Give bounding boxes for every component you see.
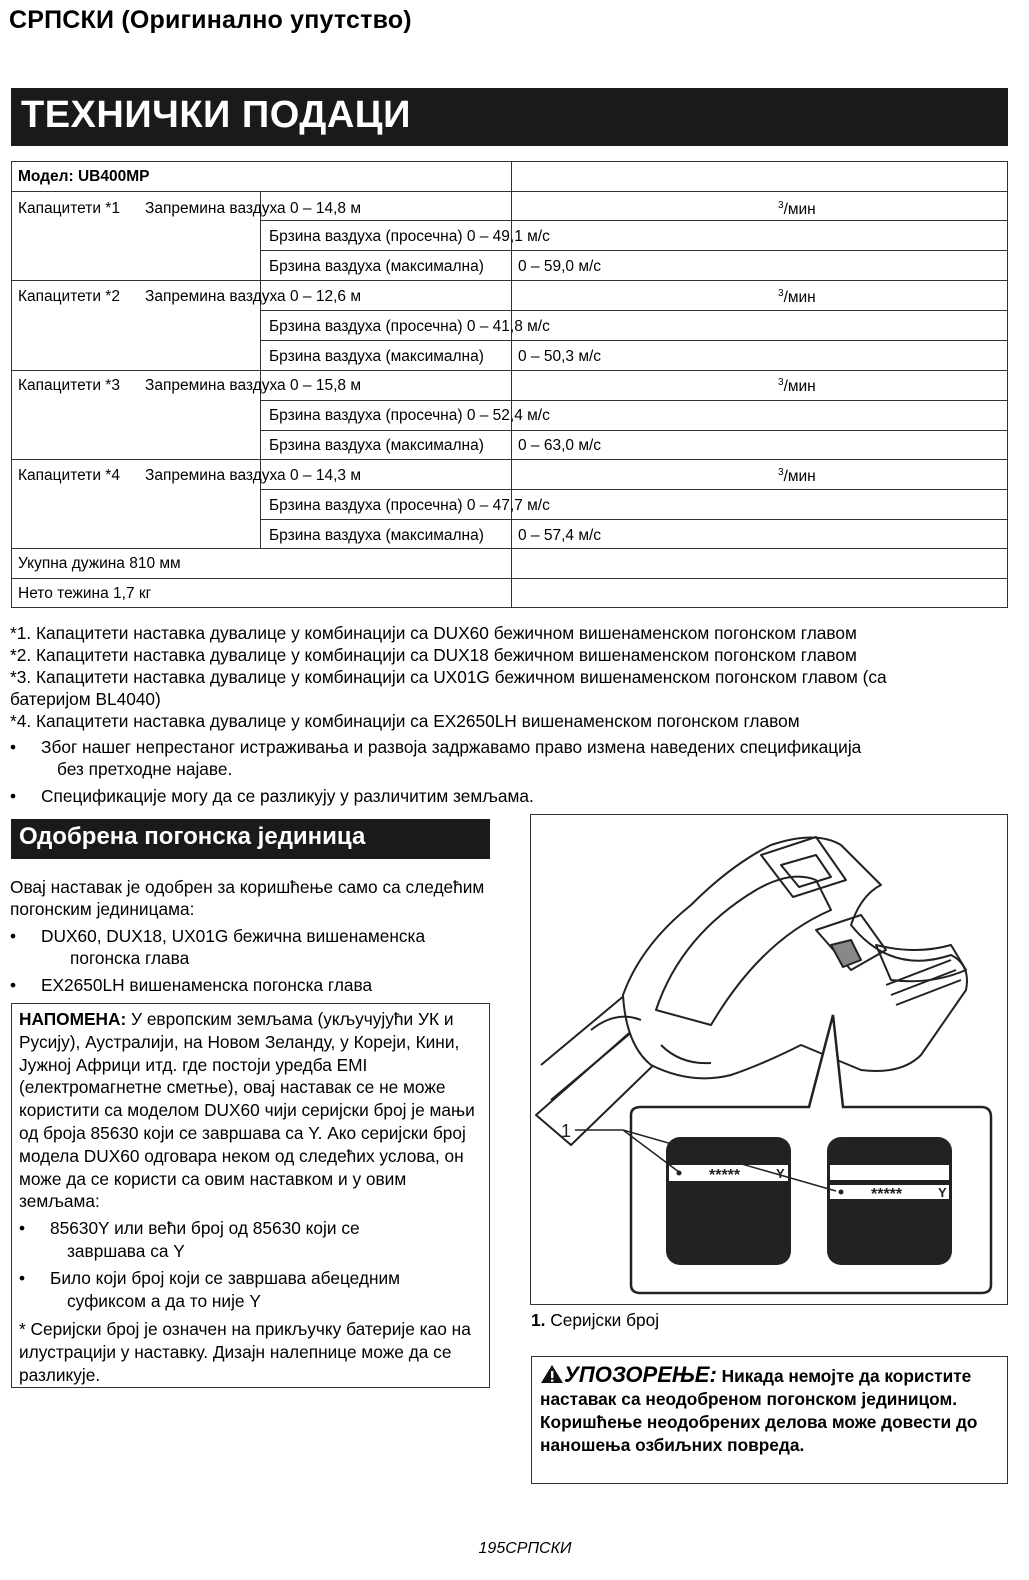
warning-box (531, 1356, 1008, 1484)
capacity-4-max-label: Брзина ваздуха (максимална) (269, 527, 484, 544)
net-weight: Нето тежина 1,7 кг (18, 585, 152, 602)
tech-data-banner (11, 88, 1008, 146)
approved-unit-title: Одобрена погонска јединица (19, 823, 366, 850)
note-box (11, 1003, 490, 1388)
figure-caption (531, 1310, 659, 1331)
capacity-4-max-value: 0 – 57,4 м/с (518, 527, 602, 544)
spec-bullet: • Спецификације могу да се разликују у различитим земљама. (10, 785, 1010, 807)
warning-title: УПОЗОРЕЊЕ: (564, 1362, 717, 1387)
capacity-3-avg-speed: Брзина ваздуха (просечна) 0 – 52,4 м/с (269, 407, 550, 424)
serial-suffix-left: Y (776, 1166, 785, 1181)
callout-number: 1 (561, 1121, 572, 1141)
capacity-3-max-label: Брзина ваздуха (максимална) (269, 437, 484, 454)
capacity-4-avg-speed: Брзина ваздуха (просечна) 0 – 47,7 м/с (269, 497, 550, 514)
note-paragraph (19, 1008, 482, 1213)
footer-language: СРПСКИ (505, 1540, 572, 1557)
figure-caption-number: 1. (531, 1310, 546, 1330)
note-label: НАПОМЕНА: (19, 1009, 127, 1029)
serial-suffix-right: Y (938, 1185, 947, 1200)
capacity-3-volume-unit: $^3$/мин (778, 377, 816, 396)
capacity-2-label: Капацитети *2 (18, 288, 120, 305)
footnote: *1. Капацитети наставка дувалице у комбинацији са DUX60 бежичном вишенаменском погонском главом (10, 623, 857, 643)
note-text: У европским земљама (укључујући УК и Русију), Аустралији, на Новом Зеланду, у Кореји, Кини, Јужној Африци итд. где постоји уредба EMI (електромагнетне сметње), овај наставак се не може користити са моделом DUX60 чији серијски број је мањи од броја 85630 који се завршава са Y. Ако серијски број модела DUX60 одговара неком од следећих услова, он може да се користи са овим наставком и у овим земљама: (19, 1009, 475, 1212)
serial-text-left: ***** (709, 1167, 741, 1184)
footnote: *3. Капацитети наставка дувалице у комбинацији са UX01G бежичном вишенаменском погонском главом (са (10, 667, 887, 687)
note-item: • 85630Y или већи број од 85630 који се завршава са Y (19, 1217, 482, 1263)
page-footer (0, 1540, 1029, 1558)
approved-item: • DUX60, DUX18, UX01G бежична вишенаменска погонска глава (10, 925, 490, 969)
spec-table (11, 161, 1008, 608)
note-item: • Било који број који се завршава абецедним суфиксом а да то није Y (19, 1267, 482, 1313)
serial-number-figure (530, 814, 1008, 1305)
footnote: *4. Капацитети наставка дувалице у комбинацији са EX2650LH вишенаменском погонском главом (10, 711, 800, 731)
capacity-2-volume-unit: $^3$/мин (778, 288, 816, 307)
page-number: 195 (478, 1540, 506, 1557)
capacity-4-volume-unit: $^3$/мин (778, 467, 816, 486)
capacity-2-avg-speed: Брзина ваздуха (просечна) 0 – 41,8 м/с (269, 318, 550, 335)
serial-text-right: ***** (871, 1186, 903, 1203)
capacity-3-max-value: 0 – 63,0 м/с (518, 437, 602, 454)
capacity-2-volume: Запремина ваздуха 0 – 12,6 м (145, 288, 361, 305)
capacity-1-max-label: Брзина ваздуха (максимална) (269, 258, 484, 275)
capacity-4-label: Капацитети *4 (18, 467, 120, 484)
capacity-3-volume: Запремина ваздуха 0 – 15,8 м (145, 377, 361, 394)
capacity-1-avg-speed: Брзина ваздуха (просечна) 0 – 49,1 м/с (269, 228, 550, 245)
capacity-2-max-value: 0 – 50,3 м/с (518, 348, 602, 365)
overall-length: Укупна дужина 810 мм (18, 555, 181, 572)
capacity-2-max-label: Брзина ваздуха (максимална) (269, 348, 484, 365)
footnote: батеријом BL4040) (10, 689, 161, 709)
approved-unit-banner (11, 819, 490, 859)
model-label: Модел: UB400MP (18, 168, 150, 185)
figure-caption-text: Серијски број (550, 1310, 660, 1330)
spec-bullet: • Због нашег непрестаног истраживања и развоја задржавамо право измена наведених спецификација без претходне најаве. (10, 736, 1010, 780)
tool-illustration (531, 815, 1006, 1303)
capacity-1-volume-unit: $^3$/мин (778, 200, 816, 219)
page-language-header: СРПСКИ (Оригинално упутство) (9, 6, 412, 34)
capacity-3-label: Капацитети *3 (18, 377, 120, 394)
capacity-1-max-value: 0 – 59,0 м/с (518, 258, 602, 275)
capacity-4-volume: Запремина ваздуха 0 – 14,3 м (145, 467, 361, 484)
approved-intro: Овај наставак је одобрен за коришћење само са следећим погонским јединицама: (10, 877, 485, 919)
footnote: *2. Капацитети наставка дувалице у комбинацији са DUX18 бежичном вишенаменском погонском главом (10, 645, 857, 665)
approved-item: • EX2650LH вишенаменска погонска глава (10, 974, 490, 996)
capacity-1-volume: Запремина ваздуха 0 – 14,8 м (145, 200, 361, 217)
approved-unit-body (10, 876, 490, 996)
spec-footnotes (10, 622, 1010, 807)
capacity-1-label: Капацитети *1 (18, 200, 120, 217)
warning-text: Никада немојте да користите наставак са неодобреном погонском јединицом. Коришћење неодобрених делова може довести до наношења озбиљних повреда. (540, 1366, 978, 1455)
note-footer: * Серијски број је означен на прикључку батерије као на илустрацији у наставку. Дизајн налепнице може да се разликује. (19, 1319, 471, 1385)
warning-icon (540, 1366, 564, 1386)
tech-data-title: ТЕХНИЧКИ ПОДАЦИ (21, 94, 411, 136)
